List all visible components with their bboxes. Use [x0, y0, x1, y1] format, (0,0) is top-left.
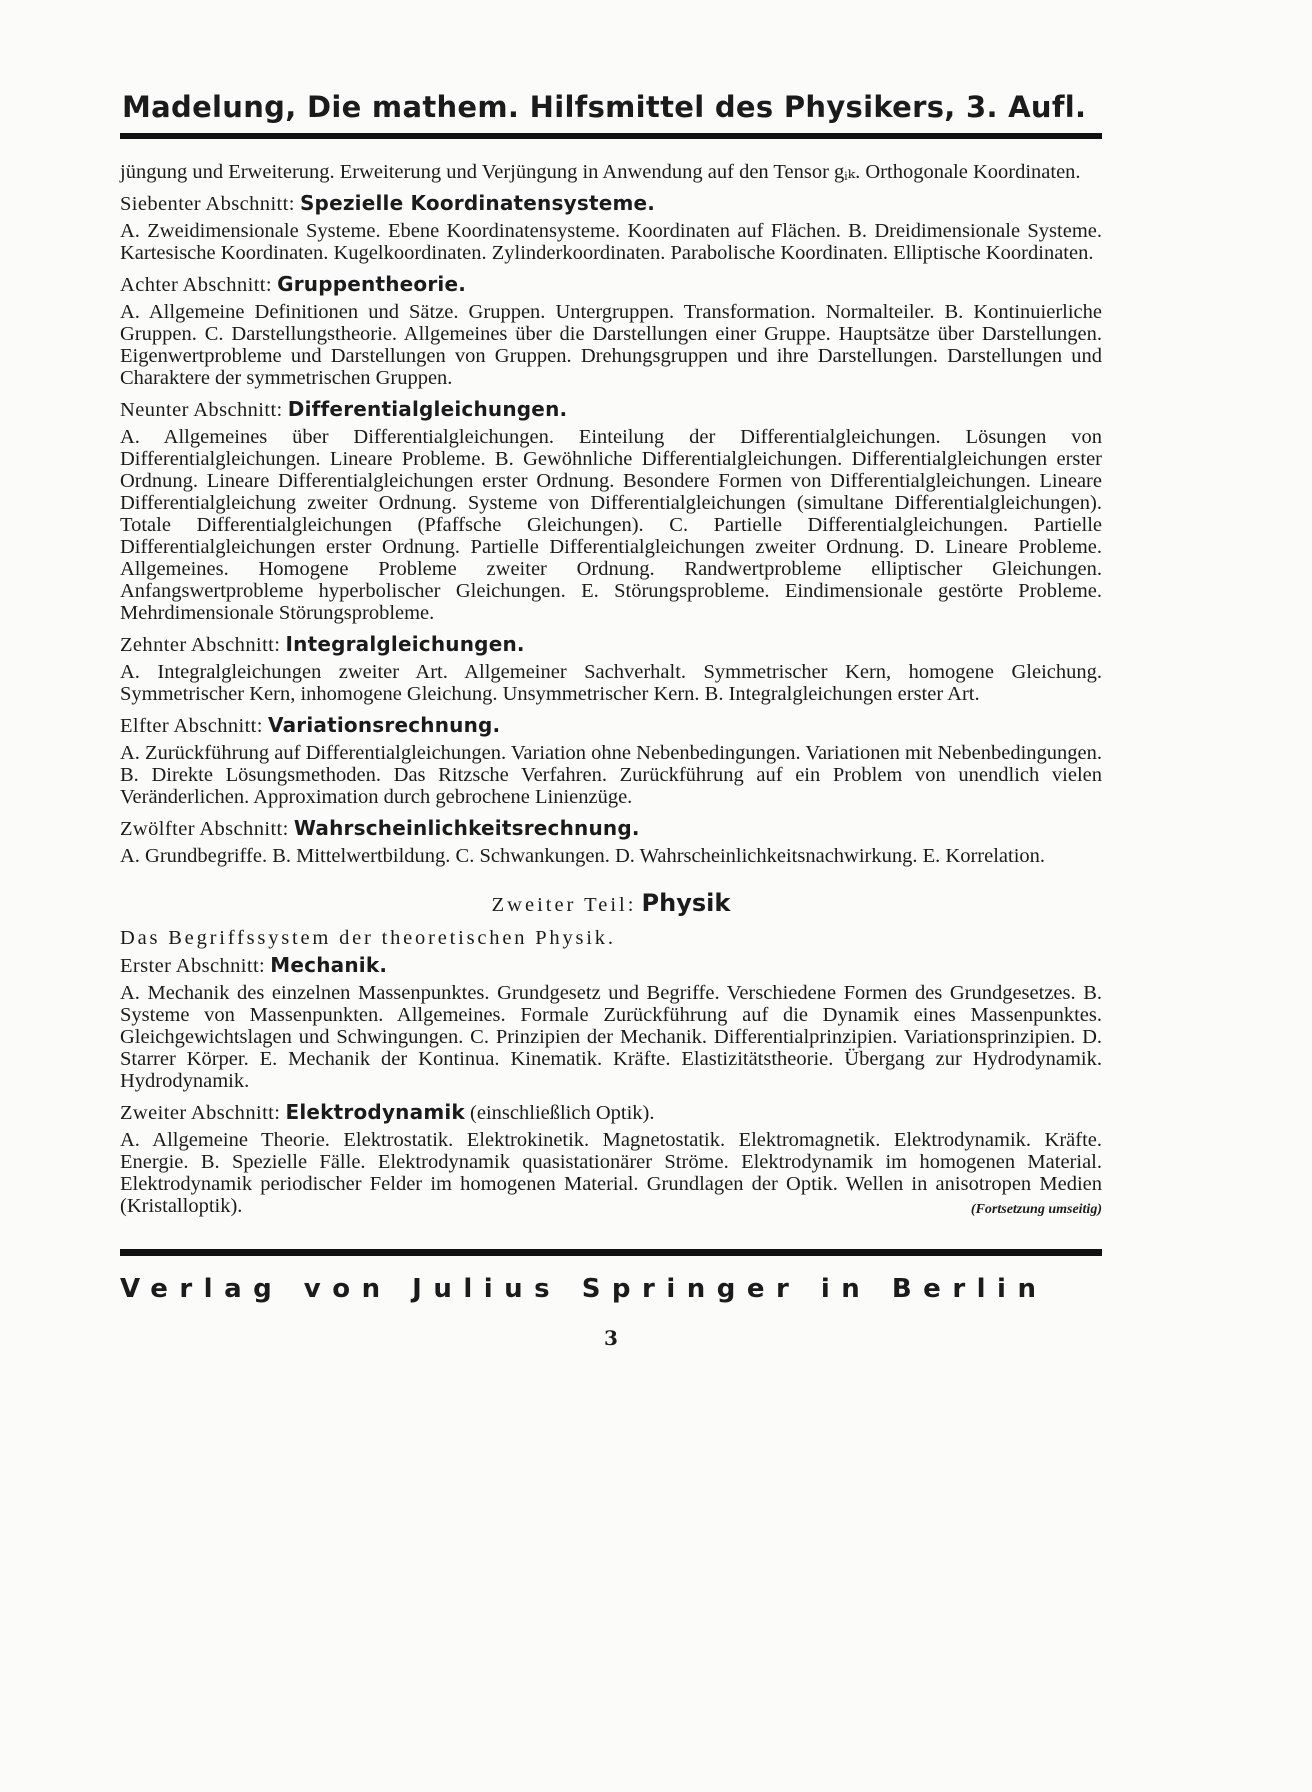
section [120, 954, 1102, 1092]
section-title: Wahrscheinlichkeitsrechnung. [293, 816, 640, 840]
section-subtitle: (einschließlich Optik). [470, 1102, 655, 1124]
continuation-note: (Fortsetzung umseitig) [970, 1202, 1102, 1217]
section-heading [120, 398, 1102, 421]
section-title: Spezielle Koordinatensysteme. [299, 191, 656, 215]
section-heading [120, 1101, 1102, 1124]
section-number: Elfter Abschnitt: [120, 715, 263, 737]
part-sections-list [120, 954, 1102, 1217]
section-text: A. Zweidimensionale Systeme. Ebene Koordinatensysteme. Koordinaten auf Flächen. B. Dreidimensionale Systeme. Kartesische Koordinaten. Kugelkoordinaten. Zylinderkoordinaten. Parabolische Koordinaten. Elliptische Koordinaten. [120, 220, 1102, 264]
section-text: A. Allgemeine Definitionen und Sätze. Gruppen. Untergruppen. Transformation. Normalteiler. B. Kontinuierliche Gruppen. C. Darstellungstheorie. Allgemeines über die Darstellungen einer Gruppe. Hauptsätze über Darstellungen. Eigenwertprobleme und Darstellungen von Gruppen. Drehungsgruppen und ihre Darstellungen. Darstellungen und Charaktere der symmetrischen Gruppen. [120, 301, 1102, 389]
section-text: A. Integralgleichungen zweiter Art. Allgemeiner Sachverhalt. Symmetrischer Kern, homogene Gleichung. Symmetrischer Kern, inhomogene Gleichung. Unsymmetrischer Kern. B. Integralgleichungen erster Art. [120, 661, 1102, 705]
part-label: Zweiter Teil: [491, 894, 637, 916]
section-number: Neunter Abschnitt: [120, 399, 283, 421]
section-title: Gruppentheorie. [277, 272, 467, 296]
document-page [120, 60, 1102, 1350]
section [120, 817, 1102, 867]
section-number: Zwölfter Abschnitt: [120, 818, 289, 840]
section-title: Variationsrechnung. [268, 713, 501, 737]
publisher-line: Verlag von Julius Springer in Berlin [120, 1274, 1048, 1304]
intro-paragraph: jüngung und Erweiterung. Erweiterung und Verjüngung in Anwendung auf den Tensor gᵢₖ. Orthogonale Koordinaten. [120, 161, 1081, 183]
sections-list [120, 192, 1102, 867]
page-title: Madelung, Die mathem. Hilfsmittel des Physikers, 3. Aufl. [122, 90, 1087, 124]
section-heading [120, 192, 1102, 215]
section-text [120, 1129, 1102, 1217]
section [120, 192, 1102, 264]
section-text-body: A. Allgemeine Theorie. Elektrostatik. Elektrokinetik. Magnetostatik. Elektromagnetik. Elektrodynamik. Kräfte. Energie. B. Spezielle Fälle. Elektrodynamik quasistationärer Ströme. Elektrodynamik im homogenen Material. Elektrodynamik periodischer Felder im homogenen Material. Grundlagen der Optik. Wellen in anisotropen Medien (Kristalloptik). [120, 1129, 1102, 1217]
section-number: Erster Abschnitt: [120, 955, 266, 977]
section-title: Elektrodynamik [285, 1100, 465, 1124]
section [120, 633, 1102, 705]
section-number: Siebenter Abschnitt: [120, 193, 295, 215]
section [120, 714, 1102, 808]
section-title: Mechanik. [270, 953, 388, 977]
section-text: A. Mechanik des einzelnen Massenpunktes. Grundgesetz und Begriffe. Verschiedene Formen des Grundgesetzes. B. Systeme von Massenpunkten. Allgemeines. Formale Zurückführung auf die Dynamik eines Massenpunktes. Gleichgewichtslagen und Schwingungen. C. Prinzipien der Mechanik. Differentialprinzipien. Variationsprinzipien. D. Starrer Körper. E. Mechanik der Kontinua. Kinematik. Kräfte. Elastizitätstheorie. Übergang zur Hydrodynamik. Hydrodynamik. [120, 982, 1102, 1092]
section-number: Zweiter Abschnitt: [120, 1102, 281, 1124]
section-heading [120, 954, 1102, 977]
section-text: A. Allgemeines über Differentialgleichungen. Einteilung der Differentialgleichungen. Lösungen von Differentialgleichungen. Lineare Probleme. B. Gewöhnliche Differentialgleichungen. Differentialgleichungen erster Ordnung. Lineare Differentialgleichungen erster Ordnung. Besondere Formen von Differentialgleichungen. Lineare Differentialgleichung zweiter Ordnung. Systeme von Differentialgleichungen (simultane Differentialgleichungen). Totale Differentialgleichungen (Pfaffsche Gleichungen). C. Partielle Differentialgleichungen. Partielle Differentialgleichungen erster Ordnung. Partielle Differentialgleichungen zweiter Ordnung. D. Lineare Probleme. Allgemeines. Homogene Probleme zweiter Ordnung. Randwertprobleme elliptischer Gleichungen. Anfangswertprobleme hyperbolischer Gleichungen. E. Störungsprobleme. Eindimensionale gestörte Probleme. Mehrdimensionale Störungsprobleme. [120, 426, 1102, 624]
footer-rule [120, 1249, 1102, 1256]
section-heading [120, 817, 1102, 840]
section-text: A. Zurückführung auf Differentialgleichungen. Variation ohne Nebenbedingungen. Variationen mit Nebenbedingungen. B. Direkte Lösungsmethoden. Das Ritzsche Verfahren. Zurückführung auf ein Problem von unendlich vielen Veränderlichen. Approximation durch gebrochene Linienzüge. [120, 742, 1103, 808]
section [120, 398, 1102, 624]
part-title: Physik [641, 889, 731, 917]
section-title: Integralgleichungen. [285, 632, 525, 656]
section-heading [120, 273, 1102, 296]
part-heading [120, 889, 1102, 917]
section [120, 273, 1102, 389]
section-title: Differentialgleichungen. [287, 397, 568, 421]
section-number: Zehnter Abschnitt: [120, 634, 281, 656]
section-heading [120, 633, 1102, 656]
part-intro: Das Begriffssystem der theoretischen Physik. [120, 927, 616, 949]
section-heading [120, 714, 1102, 737]
section-text: A. Grundbegriffe. B. Mittelwertbildung. C. Schwankungen. D. Wahrscheinlichkeitsnachwirkung. E. Korrelation. [120, 845, 1046, 867]
section [120, 1101, 1102, 1217]
header-rule [120, 133, 1102, 139]
page-number: 3 [604, 1326, 618, 1350]
section-number: Achter Abschnitt: [120, 274, 272, 296]
